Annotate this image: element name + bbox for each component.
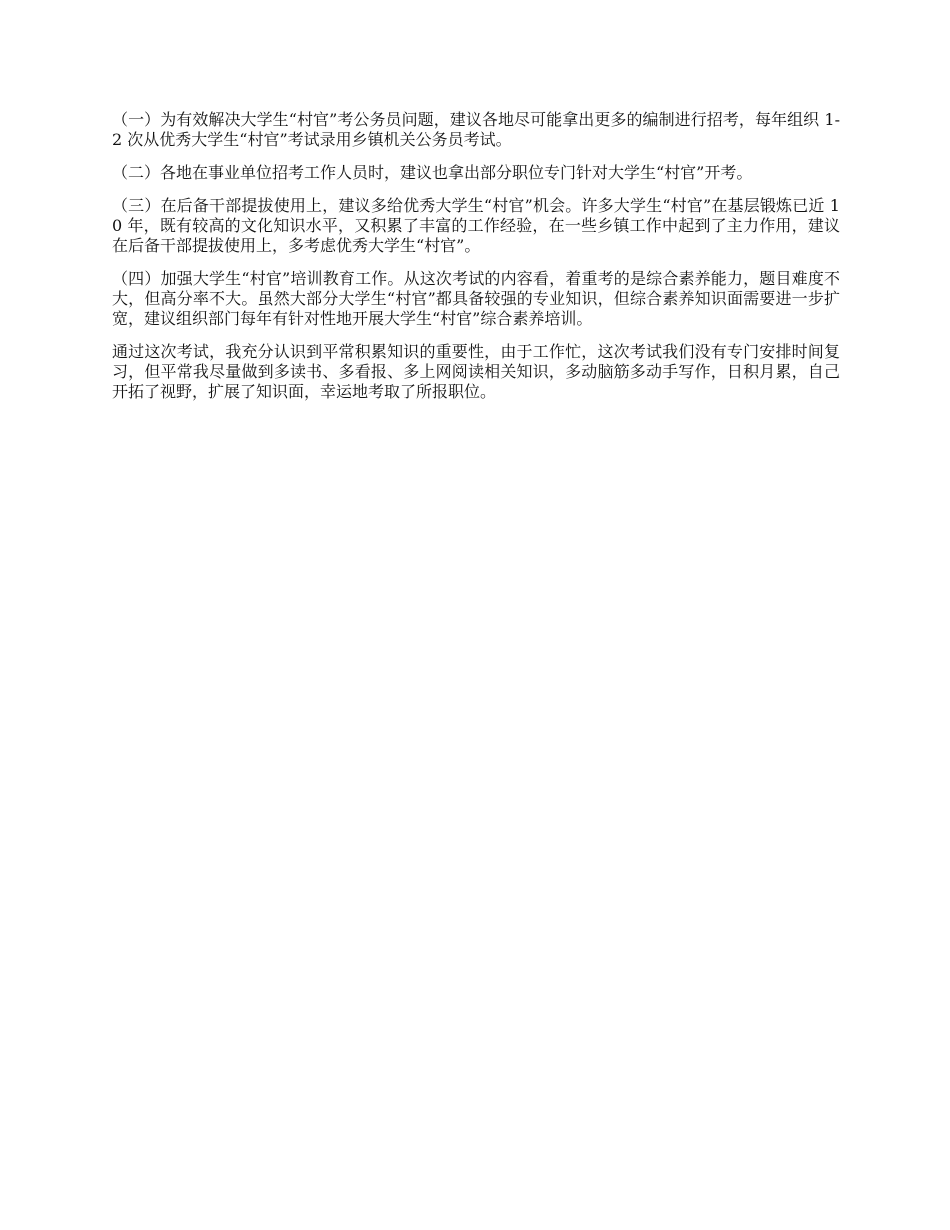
paragraph-suggestion-3: （三）在后备干部提拔使用上，建议多给优秀大学生“村官”机会。许多大学生“村官”在基层锻炼已近 10 年，既有较高的文化知识水平，又积累了丰富的工作经验，在一些乡镇工作中起到了主力作用，建议在后备干部提拔使用上，多考虑优秀大学生“村官”。 <box>112 196 840 255</box>
paragraph-conclusion: 通过这次考试，我充分认识到平常积累知识的重要性，由于工作忙，这次考试我们没有专门安排时间复习，但平常我尽量做到多读书、多看报、多上网阅读相关知识，多动脑筋多动手写作，日积月累，自己开拓了视野，扩展了知识面，幸运地考取了所报职位。 <box>112 342 840 401</box>
paragraph-suggestion-4: （四）加强大学生“村官”培训教育工作。从这次考试的内容看，着重考的是综合素养能力，题目难度不大，但高分率不大。虽然大部分大学生“村官”都具备较强的专业知识，但综合素养知识面需要进一步扩宽，建议组织部门每年有针对性地开展大学生“村官”综合素养培训。 <box>112 269 840 328</box>
paragraph-suggestion-1: （一）为有效解决大学生“村官”考公务员问题，建议各地尽可能拿出更多的编制进行招考，每年组织 1-2 次从优秀大学生“村官”考试录用乡镇机关公务员考试。 <box>112 110 840 149</box>
document-body <box>112 110 840 415</box>
paragraph-suggestion-2: （二）各地在事业单位招考工作人员时，建议也拿出部分职位专门针对大学生“村官”开考。 <box>112 163 753 182</box>
